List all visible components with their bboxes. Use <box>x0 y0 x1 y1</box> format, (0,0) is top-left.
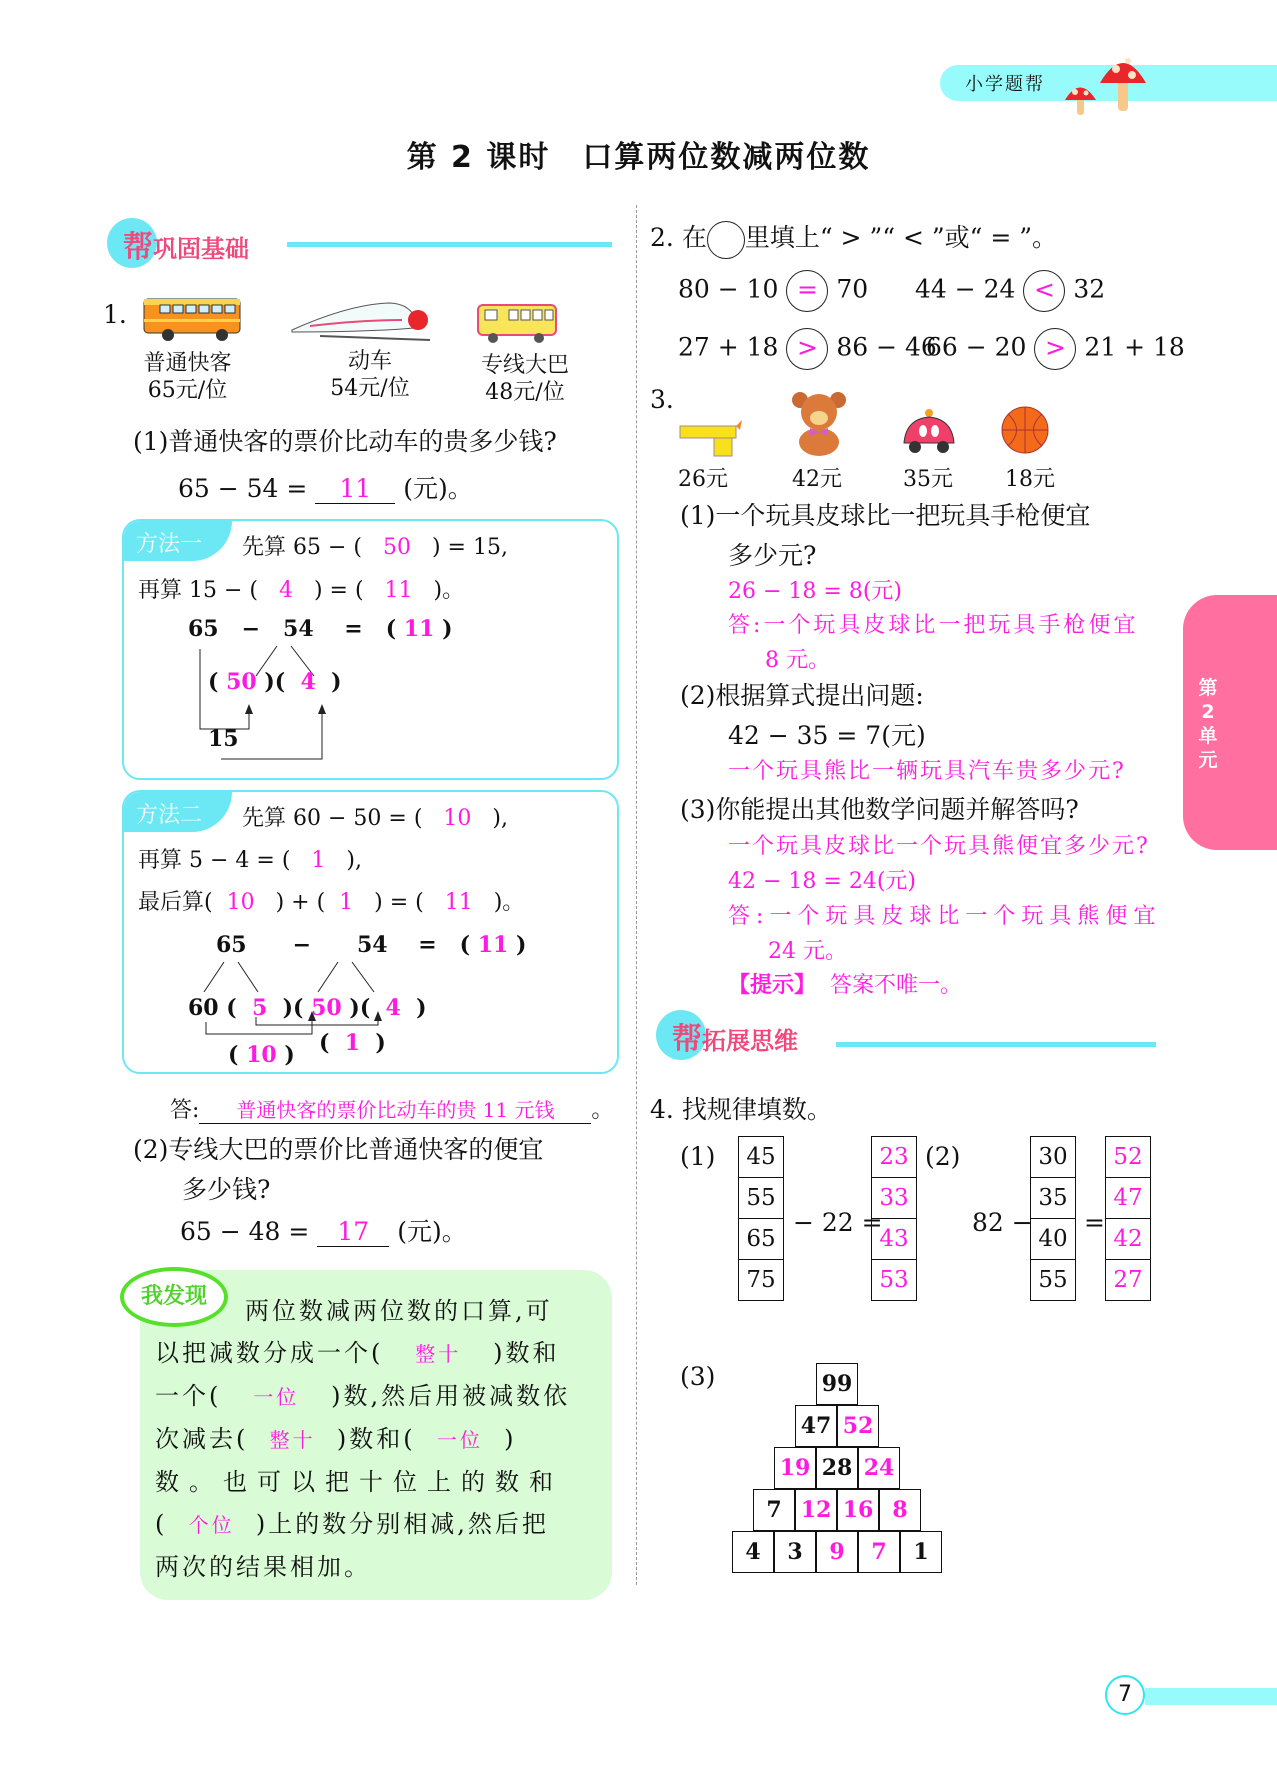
question-text: 多少元? <box>728 541 817 570</box>
subpart-label: (2) <box>925 1142 961 1171</box>
input-column: 45 55 65 75 <box>738 1136 784 1301</box>
subpart-label: (3) <box>680 1362 716 1391</box>
toy-price: 42元 <box>792 467 842 492</box>
operation: − 22 = <box>793 1208 883 1237</box>
question-number: 1. <box>103 300 127 329</box>
answer-column[interactable]: 52 47 42 27 <box>1105 1136 1151 1301</box>
unit-side-label: 第 2 单 元 <box>1198 677 1218 771</box>
equation: 42 − 35 = 7(元) <box>728 721 926 750</box>
method-line: 再算 5 − 4 = ( 1 ), <box>138 848 362 873</box>
vehicle-label: 动车 54元/位 <box>330 349 410 401</box>
discovery-text: 两位数减两位数的口算,可 以把减数分成一个( 整十 )数和 一个( 一位 )数,然后用被减数依 次减去( 整十 )数和( 一位 ) 数。也可以把十位上的数和 ( 个位 )上的数分别相减,然后把 两次的结果相加。 <box>155 1297 571 1581</box>
question-2-prompt: 2. 在 里填上“ > ”“ < ”或“ = ”。 <box>650 218 1057 259</box>
question-text: (3)你能提出其他数学问题并解答吗? <box>680 795 1079 824</box>
footer-bar <box>1145 1688 1277 1705</box>
discovery-tag: 我发现 <box>120 1267 228 1327</box>
method-two-box: 方法二 先算 60 − 50 = ( 10 ), 再算 5 − 4 = ( 1 ), 最后算( 10 ) + ( 1 ) = ( 11 )。 65 − 54 = ( 11 ) 60 ( 5 )( 50 )( 4 ) ( 10 ) ( 1 ) <box>122 790 619 1074</box>
method-tag: 方法二 <box>124 792 232 832</box>
equation: 65 − 48 = 17 (元)。 <box>180 1217 467 1246</box>
answer-text: 答:一个玩具皮球比一个玩具熊便宜 <box>728 904 1162 929</box>
column-divider <box>636 205 637 1585</box>
coach-bus-icon <box>475 300 560 345</box>
answer-text: 8 元。 <box>765 648 830 673</box>
page-number: 7 <box>1105 1675 1145 1715</box>
method-tag: 方法一 <box>124 521 232 561</box>
question-number: 3. <box>650 385 674 414</box>
ball-icon <box>1000 405 1050 455</box>
compare-answer[interactable]: > <box>1034 328 1076 370</box>
subpart-label: (1) <box>680 1142 716 1171</box>
answer-column[interactable]: 23 33 43 53 <box>871 1136 917 1301</box>
section-header-basic <box>107 218 612 268</box>
answer-equation: 26 − 18 = 8(元) <box>728 579 902 604</box>
equation: 65 − 54 = 11 (元)。 <box>178 474 473 503</box>
question-text: 多少钱? <box>182 1175 271 1204</box>
operation: 82 − <box>972 1208 1033 1237</box>
method-line: 先算 60 − 50 = ( 10 ), <box>242 806 508 831</box>
section-title: 巩固基础 <box>153 235 249 263</box>
compare-answer[interactable]: = <box>786 270 828 312</box>
answer-blank[interactable]: 普通快客的票价比动车的贵 11 元钱 <box>199 1094 591 1124</box>
question-4-prompt: 4. 找规律填数。 <box>650 1095 832 1124</box>
compare-item: 44 − 24 < 32 <box>915 270 1105 312</box>
answer-blank[interactable]: 17 <box>317 1217 389 1247</box>
question-text: (2)根据算式提出问题: <box>680 681 924 710</box>
split-diagram: 65 − 54 = ( 11 ) <box>188 616 453 642</box>
input-column: 30 35 40 55 <box>1030 1136 1076 1301</box>
hint: 【提示】 答案不唯一。 <box>728 972 963 998</box>
compare-answer[interactable]: > <box>786 328 828 370</box>
toy-price: 26元 <box>678 467 728 492</box>
page-title: 第 2 课时 口算两位数减两位数 <box>406 140 871 175</box>
answer-text: 答:一个玩具皮球比一把玩具手枪便宜 <box>728 613 1139 638</box>
compare-item: 66 − 20 > 21 + 18 <box>926 328 1185 370</box>
method-line: 最后算( 10 ) + ( 1 ) = ( 11 )。 <box>138 890 525 915</box>
method-line: 先算 65 − ( 50 ) = 15, <box>242 535 508 560</box>
section-header-extend: 帮拓展思维 <box>656 1010 1161 1060</box>
diagram-lines <box>124 792 614 1070</box>
question-text: (2)专线大巴的票价比普通快客的便宜 <box>133 1135 544 1164</box>
blank-circle-icon <box>707 221 745 259</box>
bus-icon <box>140 295 245 343</box>
answer-text: 24 元。 <box>768 939 847 964</box>
mushroom-icon <box>1060 45 1150 115</box>
question-text: (1)一个玩具皮球比一把玩具手枪便宜 <box>680 501 1091 530</box>
toy-car-icon <box>900 405 958 457</box>
method-line: 再算 15 − ( 4 ) = ( 11 )。 <box>138 578 465 603</box>
vehicle-label: 专线大巴 48元/位 <box>480 353 569 405</box>
compare-answer[interactable]: < <box>1023 270 1065 312</box>
split-diagram: 65 − 54 = ( 11 ) <box>216 932 527 958</box>
answer-equation: 42 − 18 = 24(元) <box>728 869 916 894</box>
bullet-train-icon <box>290 298 435 343</box>
compare-item: 27 + 18 > 86 − 46 <box>678 328 937 370</box>
answer-text: 一个玩具熊比一辆玩具汽车贵多少元? <box>728 759 1126 784</box>
toy-gun-icon <box>678 418 746 458</box>
brand-name: 小学题帮 <box>965 74 1045 95</box>
question-text: (1)普通快客的票价比动车的贵多少钱? <box>133 427 557 456</box>
answer-line: 答: 普通快客的票价比动车的贵 11 元钱 。 <box>170 1093 613 1124</box>
vehicle-label: 普通快客 65元/位 <box>143 351 232 403</box>
toy-price: 35元 <box>903 467 953 492</box>
bang-mark: 帮 <box>123 230 153 265</box>
toy-price: 18元 <box>1005 467 1055 492</box>
teddy-bear-icon <box>790 390 848 458</box>
compare-item: 80 − 10 = 70 <box>678 270 868 312</box>
diagram-lines <box>124 521 614 776</box>
method-one-box: 方法一 先算 65 − ( 50 ) = 15, 再算 15 − ( 4 ) = ( 11 )。 65 − 54 = ( 11 ) ( 50 )( 4 ) 15 <box>122 519 619 780</box>
operation: = <box>1084 1208 1105 1237</box>
answer-text: 一个玩具皮球比一个玩具熊便宜多少元? <box>728 834 1150 859</box>
answer-blank[interactable]: 11 <box>315 474 395 504</box>
